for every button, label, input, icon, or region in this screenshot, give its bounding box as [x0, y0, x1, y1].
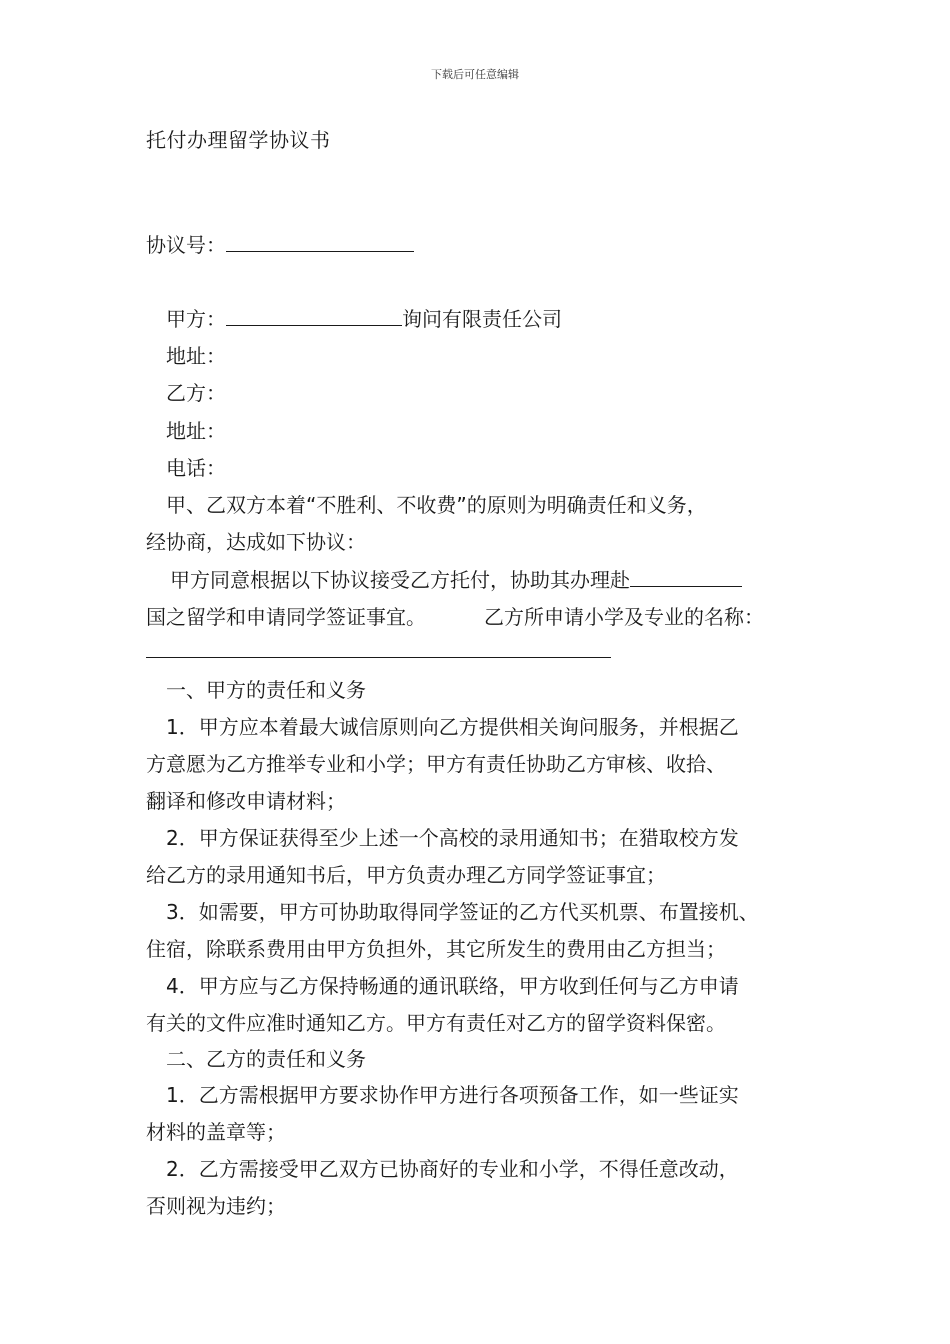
s1-item-1-line-3: 翻译和修改申请材料；	[146, 789, 346, 813]
party-a-blank	[226, 305, 402, 326]
section-1-heading: 一、甲方的责任和义务	[166, 678, 366, 702]
s1-item-2-line-1: 2．甲方保证获得至少上述一个高校的录用通知书；在猎取校方发	[166, 826, 739, 850]
phone-label: 电话：	[166, 456, 226, 480]
s1-item-3-line-1: 3．如需要，甲方可协助取得同学签证的乙方代买机票、布置接机、	[166, 900, 759, 924]
agreement-number-blank	[226, 231, 414, 252]
consent-text-2a: 国之留学和申请同学签证事宜。	[146, 605, 426, 629]
agreement-number-line	[146, 231, 414, 258]
party-a-address-label: 地址：	[166, 344, 226, 368]
s1-item-2-line-2: 给乙方的录用通知书后，甲方负责办理乙方同学签证事宜；	[146, 863, 666, 887]
s1-item-1-line-2: 方意愿为乙方推举专业和小学；甲方有责任协助乙方审核、收拾、	[146, 752, 726, 776]
party-a-line	[166, 305, 562, 332]
agreement-number-label: 协议号：	[146, 233, 226, 257]
s2-item-1-line-2: 材料的盖章等；	[146, 1120, 286, 1144]
party-b-label: 乙方：	[166, 381, 226, 405]
consent-line-2	[146, 604, 764, 630]
s1-item-4-line-1: 4．甲方应与乙方保持畅通的通讯联络，甲方收到任何与乙方申请	[166, 974, 739, 998]
document-title: 托付办理留学协议书	[146, 128, 331, 152]
school-major-blank-line	[146, 657, 611, 658]
section-2-heading: 二、乙方的责任和义务	[166, 1047, 366, 1071]
destination-country-blank	[630, 566, 742, 587]
s1-item-3-line-2: 住宿，除联系费用由甲方负担外，其它所发生的费用由乙方担当；	[146, 937, 726, 961]
s1-item-1-line-1: 1．甲方应本着最大诚信原则向乙方提供相关询问服务，并根据乙	[166, 715, 739, 739]
consent-line-1	[170, 566, 742, 593]
party-a-label: 甲方：	[166, 307, 226, 331]
consent-text-2b: 乙方所申请小学及专业的名称：	[484, 605, 764, 629]
s2-item-1-line-1: 1．乙方需根据甲方要求协作甲方进行各项预备工作，如一些证实	[166, 1083, 739, 1107]
intro-line-1: 甲、乙双方本着“不胜利、不收费”的原则为明确责任和义务，	[166, 493, 707, 517]
party-b-address-label: 地址：	[166, 419, 226, 443]
party-a-suffix: 询问有限责任公司	[402, 307, 562, 331]
page-header-note: 下载后可任意编辑	[431, 68, 519, 81]
intro-line-2: 经协商，达成如下协议：	[146, 530, 366, 554]
s2-item-2-line-2: 否则视为违约；	[146, 1194, 286, 1218]
consent-text: 甲方同意根据以下协议接受乙方托付，协助其办理赴	[170, 568, 630, 592]
s2-item-2-line-1: 2．乙方需接受甲乙双方已协商好的专业和小学，不得任意改动，	[166, 1157, 739, 1181]
s1-item-4-line-2: 有关的文件应准时通知乙方。甲方有责任对乙方的留学资料保密。	[146, 1011, 726, 1035]
